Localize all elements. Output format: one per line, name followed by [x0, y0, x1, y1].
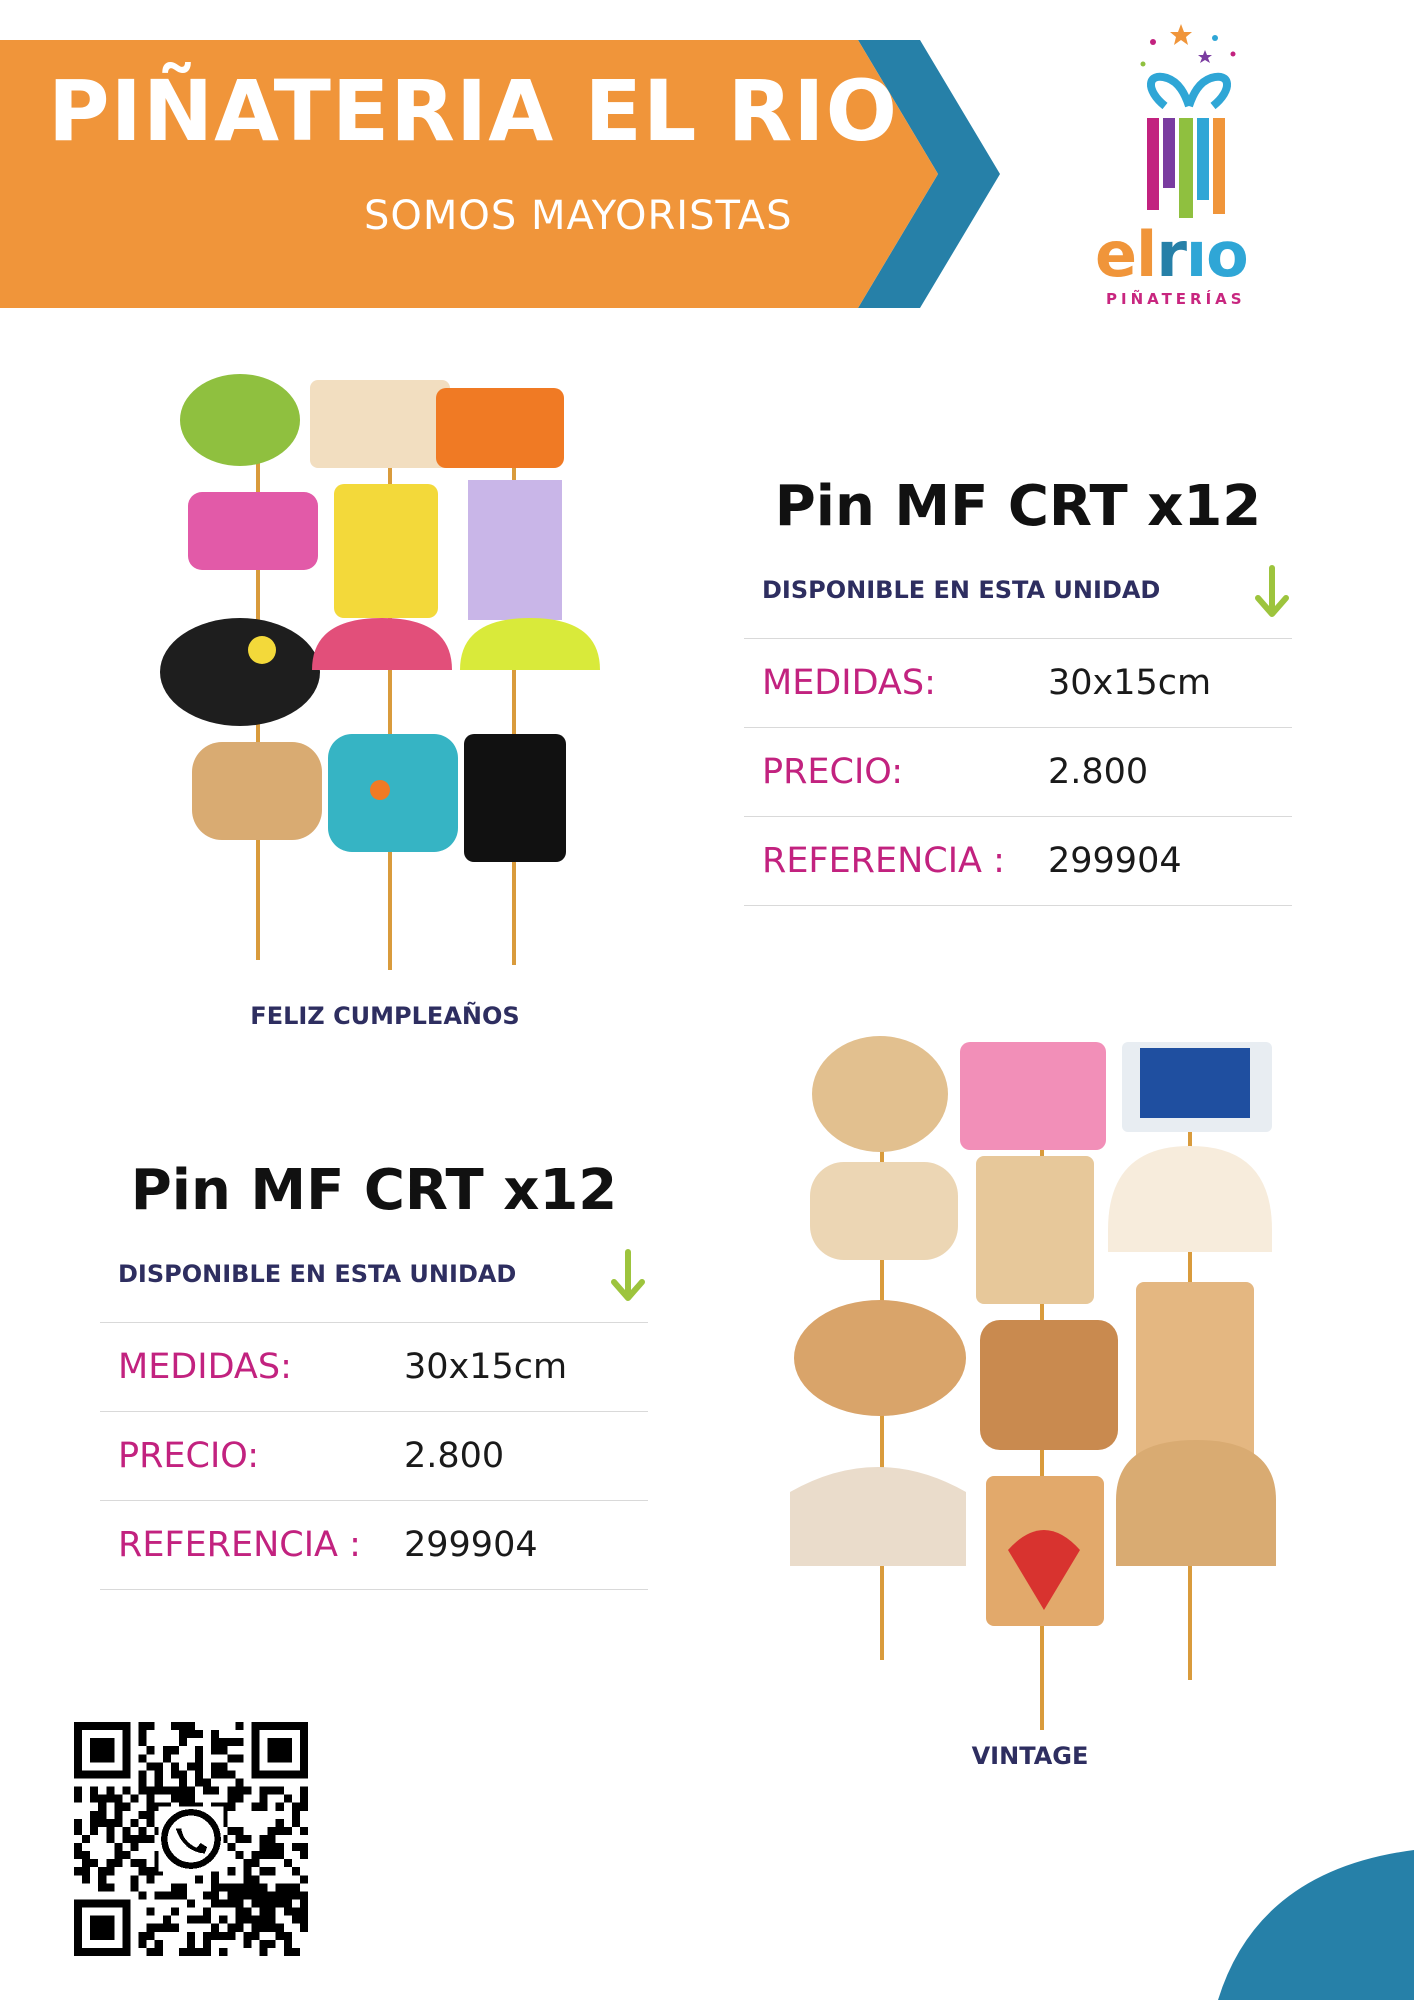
product-title: Pin MF CRT x12: [130, 1158, 618, 1223]
vintage-signs-bundle-icon: [790, 1030, 1280, 1730]
spec-value: 30x15cm: [1048, 663, 1212, 703]
availability-label: DISPONIBLE EN ESTA UNIDAD: [762, 576, 1161, 604]
product-info-card: [744, 466, 1292, 906]
availability-row: [100, 1242, 648, 1306]
gift-bars-icon: [1085, 20, 1295, 220]
spec-label: REFERENCIA :: [118, 1525, 361, 1565]
spec-label: MEDIDAS:: [118, 1347, 292, 1387]
spec-value: 2.800: [1048, 752, 1149, 792]
spec-table: [744, 638, 1292, 906]
birthday-signs-bundle-icon: [150, 370, 620, 970]
product-caption-vintage: VINTAGE: [971, 1742, 1089, 1770]
spec-row-medidas: [744, 639, 1292, 728]
brand-subtitle: SOMOS MAYORISTAS: [364, 193, 793, 239]
spec-row-precio: [744, 728, 1292, 817]
spec-row-precio: [100, 1412, 648, 1501]
spec-label: PRECIO:: [118, 1436, 260, 1476]
spec-label: PRECIO:: [762, 752, 904, 792]
logo-wordmark: [1095, 218, 1248, 291]
product-info-card: [100, 1150, 648, 1590]
arrow-down-icon: [1252, 564, 1292, 620]
spec-table: [100, 1322, 648, 1590]
spec-value: 30x15cm: [404, 1347, 568, 1387]
spec-row-referencia: [100, 1501, 648, 1590]
product-title: Pin MF CRT x12: [774, 474, 1262, 539]
brand-title: PIÑATERIA EL RIO: [48, 62, 898, 160]
availability-label: DISPONIBLE EN ESTA UNIDAD: [118, 1260, 517, 1288]
logo-tagline: PIÑATERÍAS: [1106, 290, 1246, 308]
corner-decoration: [1218, 1850, 1414, 2000]
spec-row-referencia: [744, 817, 1292, 906]
logo-word-r: r: [1156, 218, 1186, 291]
logo-word-el: el: [1095, 218, 1157, 291]
spec-label: MEDIDAS:: [762, 663, 936, 703]
spec-value: 2.800: [404, 1436, 505, 1476]
logo-word-io: ıo: [1185, 218, 1248, 291]
spec-label: REFERENCIA :: [762, 841, 1005, 881]
spec-row-medidas: [100, 1323, 648, 1412]
spec-value: 299904: [404, 1525, 538, 1565]
arrow-down-icon: [608, 1248, 648, 1304]
whatsapp-qr-code-icon[interactable]: [74, 1722, 308, 1956]
availability-row: [744, 558, 1292, 622]
spec-value: 299904: [1048, 841, 1182, 881]
product-caption-birthday: FELIZ CUMPLEAÑOS: [250, 1002, 520, 1030]
